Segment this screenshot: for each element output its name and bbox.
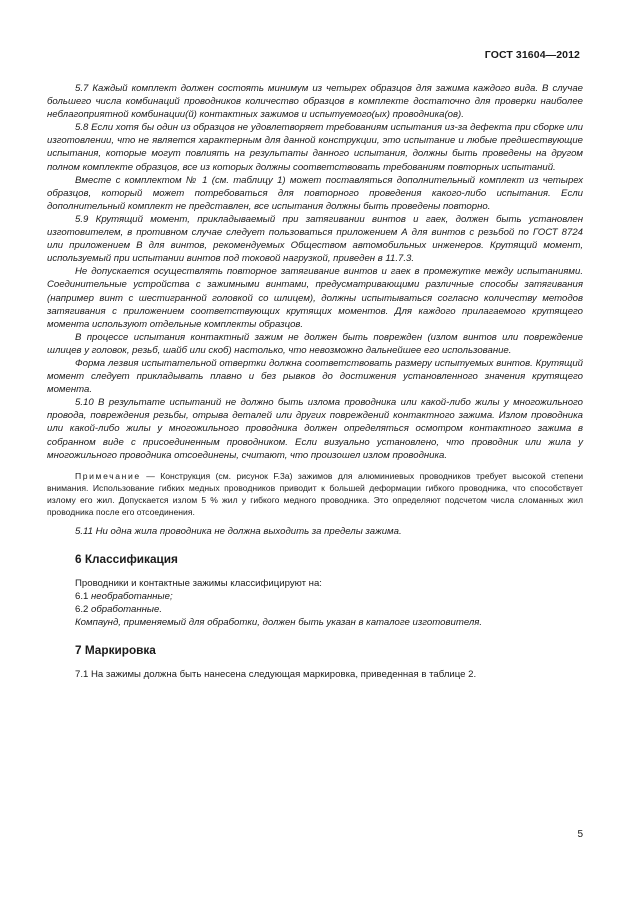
paragraph-5-10: 5.10 В результате испытаний не должно быть излома проводника или какой-либо жилы у многожильного провода, повреждения резьбы, отрыва деталей или других повреждений контактного зажима. Излом проводника или какой-либо жилы у многожильного проводника должен определяться осмотром контактного зажима в собранном виде с присоединенным проводником. Если визуально установлено, что проводник или жила у многожильного проводника отсоединены, считают, что произошел излом проводника. xyxy=(47,397,583,461)
paragraph-7-1: 7.1 На зажимы должна быть нанесена следующая маркировка, приведенная в таблице 2. xyxy=(75,669,477,681)
section-6-item-2 xyxy=(47,603,583,616)
page-number: 5 xyxy=(577,829,583,840)
section-6-intro: Проводники и контактные зажимы классифицируют на: xyxy=(75,577,322,589)
item-2-text: обработанные. xyxy=(91,604,162,615)
item-1-text: необработанные; xyxy=(91,590,173,602)
paragraph-5-9: 5.9 Крутящий момент, прикладываемый при затягивании винтов и гаек, должен быть установлен изготовителем, в противном случае следует пользоваться приложением А для винтов с резьбой по ГОСТ 8724 или приложением В для винтов, рекомендуемых Обществом автомобильных инженеров. Крутящий момент, используемый при испытании винтов под токовой нагрузкой, приведен в 11.7.3. xyxy=(47,213,583,265)
note-paragraph xyxy=(47,470,583,518)
document-body xyxy=(47,82,583,681)
section-6-compound-note: Компаунд, применяемый для обработки, должен быть указан в каталоге изготовителя. xyxy=(75,617,483,629)
note-text: — Конструкция (см. рисунок F.3a) зажимов для алюминиевых проводников требует высокой степени внимания. Использование гибких медных проводников приводит к большей деформации гибкого проводника, что способствует излому его жил. Допускается излом 5 % жил у гибкого медного проводника. Это определяют подсчетом числа сломанных жил проводника после его отсоединения. xyxy=(47,470,583,517)
paragraph-5-8-additional-set: Вместе с комплектом № 1 (см. таблицу 1) может поставляться дополнительный комплект из четырех образцов, который может потребоваться для повторного проведения какого-либо испытания. Если дополнительный комплект не представлен, все испытания должны быть проведены повторно. xyxy=(47,174,583,212)
item-1-number: 6.1 xyxy=(75,590,92,602)
document-code-header: ГОСТ 31604—2012 xyxy=(484,49,580,61)
paragraph-5-9-screwdriver: Форма лезвия испытательной отвертки должна соответствовать размеру испытуемых винтов. Крутящий момент следует прикладывать плавно и без рывков до достижения установленного значения крутящего момента. xyxy=(47,357,583,396)
item-2-number: 6.2 xyxy=(75,604,92,615)
note-label: Примечание xyxy=(75,470,141,481)
section-6-heading: 6 Классификация xyxy=(75,551,178,566)
section-7-heading: 7 Маркировка xyxy=(75,643,156,658)
paragraph-5-9-damage: В процессе испытания контактный зажим не должен быть поврежден (излом винтов или повреждение шлицев у головок, резьб, шайб или скоб) настолько, что невозможно дальнейшее его использование. xyxy=(47,331,583,356)
section-6-item-1 xyxy=(47,590,583,603)
paragraph-5-8: 5.8 Если хотя бы один из образцов не удовлетворяет требованиям испытания из-за дефекта при сборке или изготовлении, что не является характерным для данной конструкции, это испытание и любые предшествующие испытания, которые могут повлиять на результаты данного испытания, должны быть проведены на другом полном комплекте образцов, все из которых должны соответствовать требованиям повторных испытаний. xyxy=(47,122,583,173)
paragraph-5-9-retightening: Не допускается осуществлять повторное затягивание винтов и гаек в промежутке между испытаниями. Соединительные устройства с зажимными винтами, предусматривающими различные способы затягивания (например винт с шестигранной головкой со шлицем), должны испытываться согласно количеству методов затягивания с приложением соответствующих крутящих моментов. Для каждого прилагаемого крутящего момента используют отдельные комплекты образцов. xyxy=(47,266,583,330)
paragraph-5-11: 5.11 Ни одна жила проводника не должна выходить за пределы зажима. xyxy=(75,525,402,537)
paragraph-5-7: 5.7 Каждый комплект должен состоять минимум из четырех образцов для зажима каждого вида. В случае большего числа комбинаций проводников количество образцов в комплекте достаточно для проверки наиболее неблагоприятной комбинации(й) контактных зажимов и испытуемого(ых) проводника(ов). xyxy=(47,83,583,121)
